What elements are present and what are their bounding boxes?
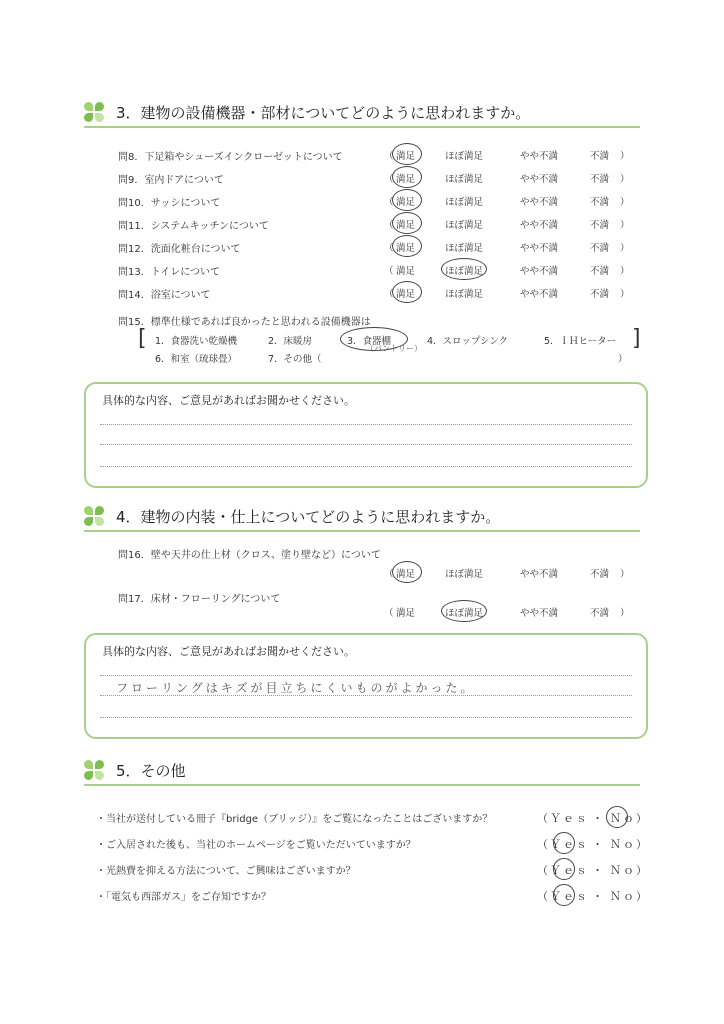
q17-close-paren: ） bbox=[620, 608, 630, 619]
question-8-open-paren: （ bbox=[384, 151, 394, 162]
clover-icon bbox=[84, 506, 106, 528]
no-option[interactable]: Ｎｏ bbox=[610, 812, 636, 825]
question-11-open-paren: （ bbox=[384, 220, 394, 231]
comment-handwritten-text: フローリングはキズが目立ちにくいものがよかった。 bbox=[116, 681, 476, 695]
question-13-selected-mark bbox=[441, 258, 487, 280]
close-paren: ） bbox=[636, 838, 649, 851]
question-14-option-2[interactable]: ほぼ満足 bbox=[445, 289, 484, 300]
question-11-close-paren: ） bbox=[620, 220, 630, 231]
question-9-option-1[interactable]: 満足 bbox=[396, 174, 416, 185]
question-label: 問12．洗面化粧台について bbox=[118, 244, 241, 255]
question-label: 問13．トイレについて bbox=[118, 267, 221, 278]
no-option[interactable]: Ｎｏ bbox=[610, 838, 636, 851]
question-12-open-paren: （ bbox=[384, 243, 394, 254]
comment-line bbox=[100, 444, 632, 445]
q15-bracket-right: ] bbox=[632, 326, 641, 351]
question-8-option-4[interactable]: 不満 bbox=[590, 151, 610, 162]
question-11-option-3[interactable]: やや不満 bbox=[520, 220, 559, 231]
question-12-option-4[interactable]: 不満 bbox=[590, 243, 610, 254]
q17-option-2[interactable]: ほぼ満足 bbox=[445, 608, 484, 619]
question-8-option-1[interactable]: 満足 bbox=[396, 151, 416, 162]
question-label: 問14．浴室について bbox=[118, 290, 211, 301]
question-11-option-2[interactable]: ほぼ満足 bbox=[445, 220, 484, 231]
q15-item-6[interactable]: 6．和室（琉球畳） bbox=[155, 354, 238, 365]
section3-comment-box[interactable] bbox=[84, 382, 648, 488]
question-8-close-paren: ） bbox=[620, 151, 630, 162]
q16-option-2[interactable]: ほぼ満足 bbox=[445, 569, 484, 580]
section5-question-label: ・光熱費を抑える方法について、ご興味はございますか？ bbox=[96, 866, 356, 877]
q15-item-7[interactable]: 7．その他（ bbox=[268, 354, 322, 365]
comment-line bbox=[100, 675, 632, 676]
question-11-selected-mark bbox=[392, 212, 422, 234]
comment-box-title: 具体的な内容、ご意見があればお聞かせください。 bbox=[102, 645, 355, 658]
close-paren: ） bbox=[636, 864, 649, 877]
question-10-option-1[interactable]: 満足 bbox=[396, 197, 416, 208]
comment-line bbox=[100, 424, 632, 425]
question-9-close-paren: ） bbox=[620, 174, 630, 185]
open-paren: （ bbox=[537, 864, 550, 877]
question-8-selected-mark bbox=[392, 143, 422, 165]
question-10-open-paren: （ bbox=[384, 197, 394, 208]
question-14-option-3[interactable]: やや不満 bbox=[520, 289, 559, 300]
question-10-option-2[interactable]: ほぼ満足 bbox=[445, 197, 484, 208]
question-14-option-4[interactable]: 不満 bbox=[590, 289, 610, 300]
answer-selected-mark bbox=[606, 806, 628, 828]
section5-question-label: ・当社が送付している冊子『bridge（ブリッジ）』をご覧になったことはございますか？ bbox=[96, 814, 493, 825]
q15-item-3[interactable]: 3．食器棚 bbox=[347, 336, 392, 347]
question-14-open-paren: （ bbox=[384, 289, 394, 300]
question-9-open-paren: （ bbox=[384, 174, 394, 185]
section4-title: 4．建物の内装・仕上についてどのように思われますか。 bbox=[116, 508, 501, 526]
yes-option[interactable]: Ｙｅｓ bbox=[550, 864, 589, 877]
section5-header bbox=[84, 758, 640, 786]
q15-handwritten-note: （パントリー） bbox=[366, 344, 422, 353]
q17-option-4[interactable]: 不満 bbox=[590, 608, 610, 619]
comment-box-title: 具体的な内容、ご意見があればお聞かせください。 bbox=[102, 394, 355, 407]
clover-icon bbox=[84, 760, 106, 782]
section3-header bbox=[84, 100, 640, 128]
question-12-selected-mark bbox=[392, 235, 422, 257]
yes-option[interactable]: Ｙｅｓ bbox=[550, 890, 589, 903]
separator: ・ bbox=[592, 864, 605, 877]
q16-option-1[interactable]: 満足 bbox=[396, 569, 416, 580]
q17-option-1[interactable]: 満足 bbox=[396, 608, 416, 619]
question-label: 問9．室内ドアについて bbox=[118, 175, 224, 186]
question-label: 問8．下足箱やシューズインクローゼットについて bbox=[118, 152, 343, 163]
section5-title: 5．その他 bbox=[116, 762, 186, 780]
close-paren: ） bbox=[636, 812, 649, 825]
question-9-option-4[interactable]: 不満 bbox=[590, 174, 610, 185]
question-9-option-2[interactable]: ほぼ満足 bbox=[445, 174, 484, 185]
q17-selected-mark bbox=[441, 600, 487, 622]
q16-option-3[interactable]: やや不満 bbox=[520, 569, 559, 580]
comment-line bbox=[100, 717, 632, 718]
question-8-option-2[interactable]: ほぼ満足 bbox=[445, 151, 484, 162]
section4-comment-box[interactable] bbox=[84, 633, 648, 739]
question-14-close-paren: ） bbox=[620, 289, 630, 300]
q15-item-4[interactable]: 4．スロップシンク bbox=[427, 336, 509, 347]
question-10-selected-mark bbox=[392, 189, 422, 211]
question-11-option-1[interactable]: 満足 bbox=[396, 220, 416, 231]
question-12-option-1[interactable]: 満足 bbox=[396, 243, 416, 254]
separator: ・ bbox=[592, 890, 605, 903]
comment-line bbox=[100, 695, 632, 696]
comment-line bbox=[100, 466, 632, 467]
q16-label: 問16．壁や天井の仕上材（クロス、塗り壁など）について bbox=[118, 550, 381, 561]
q15-item-1[interactable]: 1．食器洗い乾燥機 bbox=[155, 336, 238, 347]
section3-title: 3．建物の設備機器・部材についてどのように思われますか。 bbox=[116, 104, 531, 122]
answer-selected-mark bbox=[553, 832, 575, 854]
close-paren: ） bbox=[636, 890, 649, 903]
question-12-option-3[interactable]: やや不満 bbox=[520, 243, 559, 254]
no-option[interactable]: Ｎｏ bbox=[610, 864, 636, 877]
q15-label: 問15．標準仕様であれば良かったと思われる設備機器は bbox=[118, 317, 371, 328]
clover-icon bbox=[84, 102, 106, 124]
question-10-close-paren: ） bbox=[620, 197, 630, 208]
question-8-option-3[interactable]: やや不満 bbox=[520, 151, 559, 162]
separator: ・ bbox=[592, 812, 605, 825]
question-label: 問11．システムキッチンについて bbox=[118, 221, 269, 232]
open-paren: （ bbox=[537, 890, 550, 903]
answer-selected-mark bbox=[553, 884, 575, 906]
no-option[interactable]: Ｎｏ bbox=[610, 890, 636, 903]
q16-open-paren: （ bbox=[384, 569, 394, 580]
question-14-selected-mark bbox=[392, 281, 422, 303]
section4-header bbox=[84, 504, 640, 532]
question-13-close-paren: ） bbox=[620, 266, 630, 277]
question-13-option-3[interactable]: やや不満 bbox=[520, 266, 559, 277]
question-9-selected-mark bbox=[392, 166, 422, 188]
question-13-option-1[interactable]: 満足 bbox=[396, 266, 416, 277]
q17-open-paren: （ bbox=[384, 608, 394, 619]
q16-selected-mark bbox=[392, 561, 422, 583]
section5-question-label: ・ご入居された後も、当社のホームページをご覧いただいていますか？ bbox=[96, 840, 416, 851]
q16-close-paren: ） bbox=[620, 569, 630, 580]
yes-option[interactable]: Ｙｅｓ bbox=[550, 812, 589, 825]
question-9-option-3[interactable]: やや不満 bbox=[520, 174, 559, 185]
question-10-option-4[interactable]: 不満 bbox=[590, 197, 610, 208]
q16-option-4[interactable]: 不満 bbox=[590, 569, 610, 580]
question-14-option-1[interactable]: 満足 bbox=[396, 289, 416, 300]
question-11-option-4[interactable]: 不満 bbox=[590, 220, 610, 231]
yes-option[interactable]: Ｙｅｓ bbox=[550, 838, 589, 851]
q15-bracket-left: [ bbox=[138, 326, 147, 351]
question-12-option-2[interactable]: ほぼ満足 bbox=[445, 243, 484, 254]
section5-question-label: ・「電気も西部ガス」をご存知ですか？ bbox=[96, 892, 271, 903]
question-13-open-paren: （ bbox=[384, 266, 394, 277]
q15-item-2[interactable]: 2．床暖房 bbox=[268, 336, 313, 347]
q15-other-close: ） bbox=[618, 354, 628, 365]
question-13-option-2[interactable]: ほぼ満足 bbox=[445, 266, 484, 277]
q15-item-5[interactable]: 5．ＩＨヒーター bbox=[544, 336, 617, 347]
question-10-option-3[interactable]: やや不満 bbox=[520, 197, 559, 208]
question-label: 問10．サッシについて bbox=[118, 198, 221, 209]
question-12-close-paren: ） bbox=[620, 243, 630, 254]
open-paren: （ bbox=[537, 838, 550, 851]
question-13-option-4[interactable]: 不満 bbox=[590, 266, 610, 277]
q17-label: 問17．床材・フローリングについて bbox=[118, 594, 281, 605]
open-paren: （ bbox=[537, 812, 550, 825]
q17-option-3[interactable]: やや不満 bbox=[520, 608, 559, 619]
separator: ・ bbox=[592, 838, 605, 851]
answer-selected-mark bbox=[553, 858, 575, 880]
